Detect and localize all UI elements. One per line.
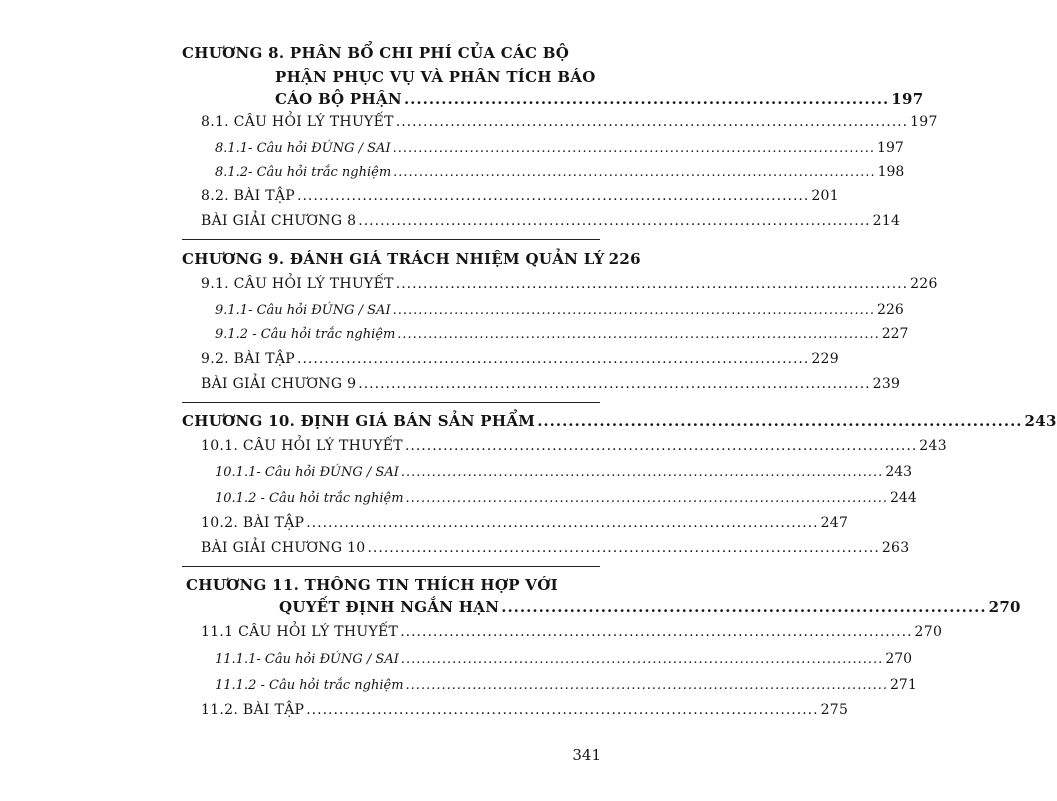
chapter-11-page: 270	[988, 598, 1021, 616]
toc-entry	[201, 376, 901, 392]
dot-leader: ..............................................................................................	[306, 702, 819, 718]
dot-leader: ..............................................................................................	[358, 213, 871, 229]
entry-page: 239	[872, 376, 901, 392]
toc-entry	[201, 188, 839, 204]
entry-page: 271	[890, 677, 917, 693]
entry-title: 10.1. CÂU HỎI LÝ THUYẾT	[201, 438, 403, 454]
dot-leader: ..............................................................................................	[393, 165, 876, 180]
entry-page: 229	[811, 351, 839, 367]
dot-leader: ..............................................................................................	[400, 652, 884, 667]
toc-entry	[215, 490, 917, 506]
chapter-11-title-line-2: QUYẾT ĐỊNH NGẮN HẠN	[279, 598, 500, 616]
chapter-11-title-line-1: CHƯƠNG 11. THÔNG TIN THÍCH HỢP VỚI	[186, 576, 558, 594]
toc-entry	[215, 464, 913, 480]
toc-entry	[201, 213, 901, 229]
entry-title: 8.2. BÀI TẬP	[201, 188, 296, 204]
toc-entry	[201, 540, 910, 556]
entry-page: 226	[910, 276, 938, 292]
chapter-9-title: CHƯƠNG 9. ĐÁNH GIÁ TRÁCH NHIỆM QUẢN LÝ	[182, 250, 605, 268]
entry-page: 263	[881, 540, 910, 556]
entry-title: 9.2. BÀI TẬP	[201, 351, 296, 367]
entry-page: 197	[910, 114, 938, 130]
toc-entry	[215, 164, 905, 180]
dot-leader: ..............................................................................................	[306, 515, 819, 531]
dot-leader: ..............................................................................................	[405, 678, 888, 693]
dot-leader: ..............................................................................................	[397, 327, 880, 342]
toc-entry	[215, 677, 917, 693]
chapter-8-page: 197	[891, 90, 924, 108]
entry-title: 9.1.1- Câu hỏi ĐÚNG / SAI	[215, 303, 391, 318]
chapter-8-title-line-3: CÁO BỘ PHẬN	[275, 90, 402, 108]
entry-title: 9.1. CÂU HỎI LÝ THUYẾT	[201, 276, 394, 292]
entry-page: 198	[877, 164, 905, 180]
dot-leader: ..............................................................................	[501, 598, 987, 616]
chapter-10-title: CHƯƠNG 10. ĐỊNH GIÁ BÁN SẢN PHẨM	[182, 412, 536, 430]
entry-title: 10.1.2 - Câu hỏi trắc nghiệm	[215, 491, 404, 506]
dot-leader: ..............................................................................	[537, 412, 1023, 430]
entry-title: 11.1.2 - Câu hỏi trắc nghiệm	[215, 678, 404, 693]
entry-page: 201	[811, 188, 839, 204]
dot-leader: ..............................................................................................	[297, 351, 810, 367]
toc-entry	[215, 140, 904, 156]
entry-page: 227	[881, 326, 909, 342]
entry-page: 243	[919, 438, 947, 454]
chapter-8-title-line-1: CHƯƠNG 8. PHÂN BỔ CHI PHÍ CỦA CÁC BỘ	[182, 44, 570, 62]
entry-title: 9.1.2 - Câu hỏi trắc nghiệm	[215, 327, 396, 342]
dot-leader: ..............................................................................................	[404, 438, 918, 454]
dot-leader: ..............................................................................................	[395, 114, 909, 130]
entry-title: 10.2. BÀI TẬP	[201, 515, 305, 531]
chapter-9-heading	[182, 250, 641, 268]
chapter-8-title-line-2: PHẬN PHỤC VỤ VÀ PHÂN TÍCH BÁO	[275, 68, 596, 86]
entry-title: BÀI GIẢI CHƯƠNG 8	[201, 213, 357, 229]
toc-entry	[215, 302, 904, 318]
entry-title: 8.1. CÂU HỎI LÝ THUYẾT	[201, 114, 394, 130]
entry-title: 11.1.1- Câu hỏi ĐÚNG / SAI	[215, 652, 399, 667]
toc-entry	[201, 702, 849, 718]
chapter-9-page: 226	[608, 250, 641, 268]
section-divider	[182, 566, 600, 567]
chapter-11-heading	[279, 598, 1021, 616]
entry-page: 243	[885, 464, 913, 480]
dot-leader: ..............................................................................................	[400, 624, 913, 640]
entry-title: 8.1.1- Câu hỏi ĐÚNG / SAI	[215, 141, 391, 156]
entry-title: 8.1.2- Câu hỏi trắc nghiệm	[215, 165, 392, 180]
entry-title: 11.1 CÂU HỎI LÝ THUYẾT	[201, 624, 399, 640]
entry-title: BÀI GIẢI CHƯƠNG 10	[201, 540, 366, 556]
dot-leader: ..............................................................................	[403, 90, 890, 108]
entry-page: 244	[890, 490, 917, 506]
dot-leader: ..............................................................................................	[297, 188, 810, 204]
dot-leader: ..............................................................................................	[405, 491, 888, 506]
entry-title: 10.1.1- Câu hỏi ĐÚNG / SAI	[215, 465, 399, 480]
chapter-8-heading	[275, 90, 924, 108]
toc-entry	[201, 351, 839, 367]
page-number: 341	[572, 746, 601, 764]
entry-page: 214	[872, 213, 901, 229]
dot-leader: ..............................................................................................	[392, 141, 876, 156]
toc-entry	[201, 276, 938, 292]
toc-entry	[201, 515, 849, 531]
entry-page: 270	[885, 651, 913, 667]
dot-leader: ..............................................................................................	[367, 540, 880, 556]
entry-title: 11.2. BÀI TẬP	[201, 702, 305, 718]
entry-page: 275	[820, 702, 849, 718]
dot-leader: ..............................................................................................	[395, 276, 909, 292]
entry-page: 226	[877, 302, 904, 318]
section-divider	[182, 402, 600, 403]
chapter-10-heading	[182, 412, 1057, 430]
toc-entry	[215, 651, 913, 667]
entry-page: 197	[877, 140, 904, 156]
section-divider	[182, 239, 600, 240]
dot-leader: ..............................................................................................	[392, 303, 876, 318]
toc-entry	[215, 326, 909, 342]
dot-leader: ..............................................................................................	[400, 465, 884, 480]
toc-entry	[201, 114, 938, 130]
chapter-10-page: 243	[1024, 412, 1057, 430]
entry-page: 270	[914, 624, 943, 640]
entry-title: BÀI GIẢI CHƯƠNG 9	[201, 376, 357, 392]
toc-entry	[201, 438, 947, 454]
toc-entry	[201, 624, 943, 640]
entry-page: 247	[820, 515, 849, 531]
dot-leader: ..............................................................................................	[358, 376, 871, 392]
